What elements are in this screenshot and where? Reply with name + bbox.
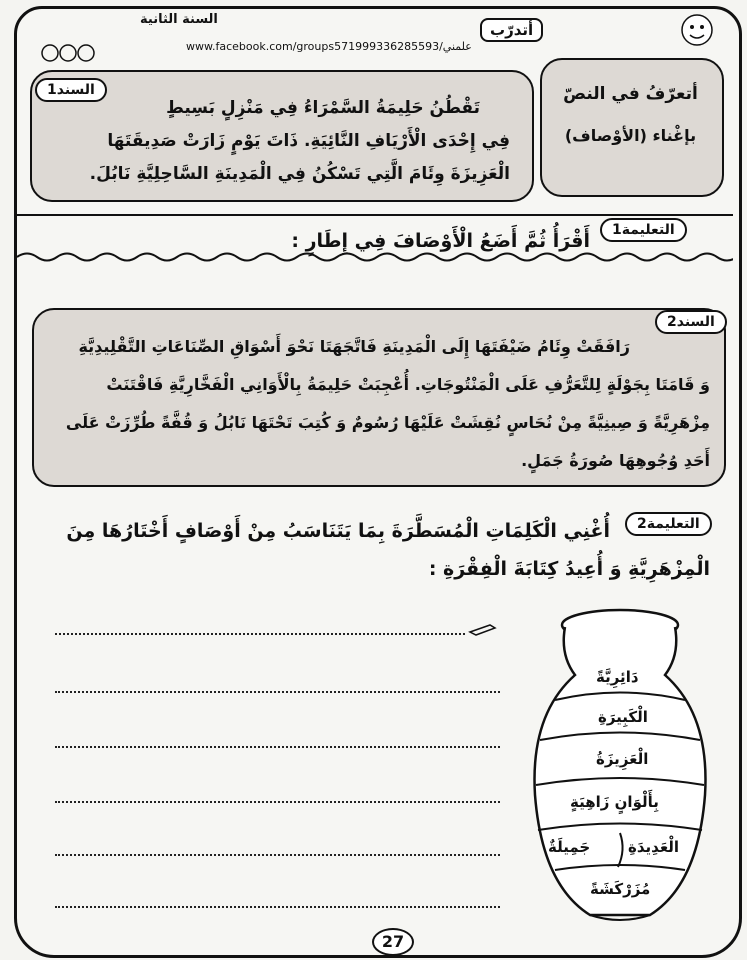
topic-line-2: بإغْناء (الأوْصاف) xyxy=(564,126,697,145)
vase-word: الْكَبِيرَةِ xyxy=(598,708,648,726)
cartoon-face-icon xyxy=(675,10,725,50)
instruction1-label: التعليمة1 xyxy=(600,218,687,242)
instruction1-text: أَقْرَأُ ثُمَّ أَضَعُ الْأَوْصَافَ فِي إِطَارٍ : xyxy=(291,230,590,252)
source2-text xyxy=(40,328,710,480)
instruction2-line-1: أُغْنِي الْكَلِمَاتِ الْمُسَطَّرَةَ بِمَا يَتَنَاسَبُ مِنْ أَوْصَافٍ أَخْتَارُهَا مِنَ xyxy=(66,520,610,542)
source1-line: تَقْطُنُ حَلِيمَةُ السَّمْرَاءُ فِي مَنْزِلٍ بَسِيطٍ xyxy=(166,98,480,118)
source2-line: وَ قَامَتَا بِجَوْلَةٍ لِلتَّعَرُّفِ عَلَى الْمَنْتُوجَاتِ. أُعْجِبَتْ حَلِيمَةُ بِالْأَوَانِي الْفَخَّارِيَّةِ فَاقْتَنَتْ xyxy=(106,375,710,394)
instruction2-line-2: الْمِزْهَرِيَّةِ وَ أُعِيدُ كِتَابَةَ الْفِقْرَةِ : xyxy=(428,558,710,580)
vase-word: بِأَلْوَانٍ زَاهِيَةٍ xyxy=(570,793,659,811)
answer-line[interactable] xyxy=(55,800,500,803)
vase-word: دَائِرِيَّةً xyxy=(596,668,639,686)
source1-line: الْعَزِيزَةَ وِئَامَ الَّتِي تَسْكُنُ فِي الْمَدِينَةِ السَّاحِلِيَّةِ نَابُلَ. xyxy=(89,164,510,184)
source2-label: السند2 xyxy=(655,310,727,334)
answer-line[interactable] xyxy=(55,905,500,908)
source1-text xyxy=(40,92,510,191)
training-label: أتدرّب xyxy=(480,18,543,42)
facebook-url: www.facebook.com/groups571999336285593/علمني xyxy=(186,40,472,53)
topic-line-1: أتعرّفُ في النصّ xyxy=(563,84,698,104)
vase-word: الْعَزِيزَةُ xyxy=(596,750,649,768)
grade-label: السنة الثانية xyxy=(140,12,218,27)
pencil-icon xyxy=(468,622,498,636)
answer-line[interactable] xyxy=(55,853,500,856)
wavy-divider xyxy=(17,250,733,264)
source2-line: رَافَقَتْ وِئَامُ ضَيْفَتَهَا إِلَى الْمَدِينَةِ فَاتَّجَهَتَا نَحْوَ أَسْوَاقِ الصِّنَاعَاتِ التَّقْلِيدِيَّةِ xyxy=(78,337,630,356)
source1-label: السند1 xyxy=(35,78,107,102)
answer-line[interactable] xyxy=(55,745,500,748)
smiley-decoration-icon xyxy=(40,42,100,64)
source1-line: فِي إِحْدَى الْأَرْيَافِ النَّائِيَةِ. ذَاتَ يَوْمٍ زَارَتْ صَدِيقَتَهَا xyxy=(107,131,510,151)
answer-line[interactable] xyxy=(55,632,465,635)
page-number: 27 xyxy=(372,928,414,956)
source2-line: مِزْهَرِيَّةً وَ صِينِيَّةً مِنْ نُحَاسٍ نُقِشَتْ عَلَيْهَا رُسُومٌ وَ كُتِبَ تَحْتَهَا نَابُلُ وَ قُفَّةً طُرِّزَتْ عَلَى xyxy=(65,413,710,432)
vase-word: مُزَرْكَشَةً xyxy=(590,880,651,898)
vase-word: الْعَدِيدَةِ xyxy=(628,838,680,856)
instruction2-label: التعليمة2 xyxy=(625,512,712,536)
source2-line: أَحَدِ وُجُوهِهَا صُورَةُ جَمَلٍ. xyxy=(521,451,710,470)
divider xyxy=(17,214,733,216)
answer-line[interactable] xyxy=(55,690,500,693)
vase-word: جَمِيلَةٌ xyxy=(548,838,591,856)
